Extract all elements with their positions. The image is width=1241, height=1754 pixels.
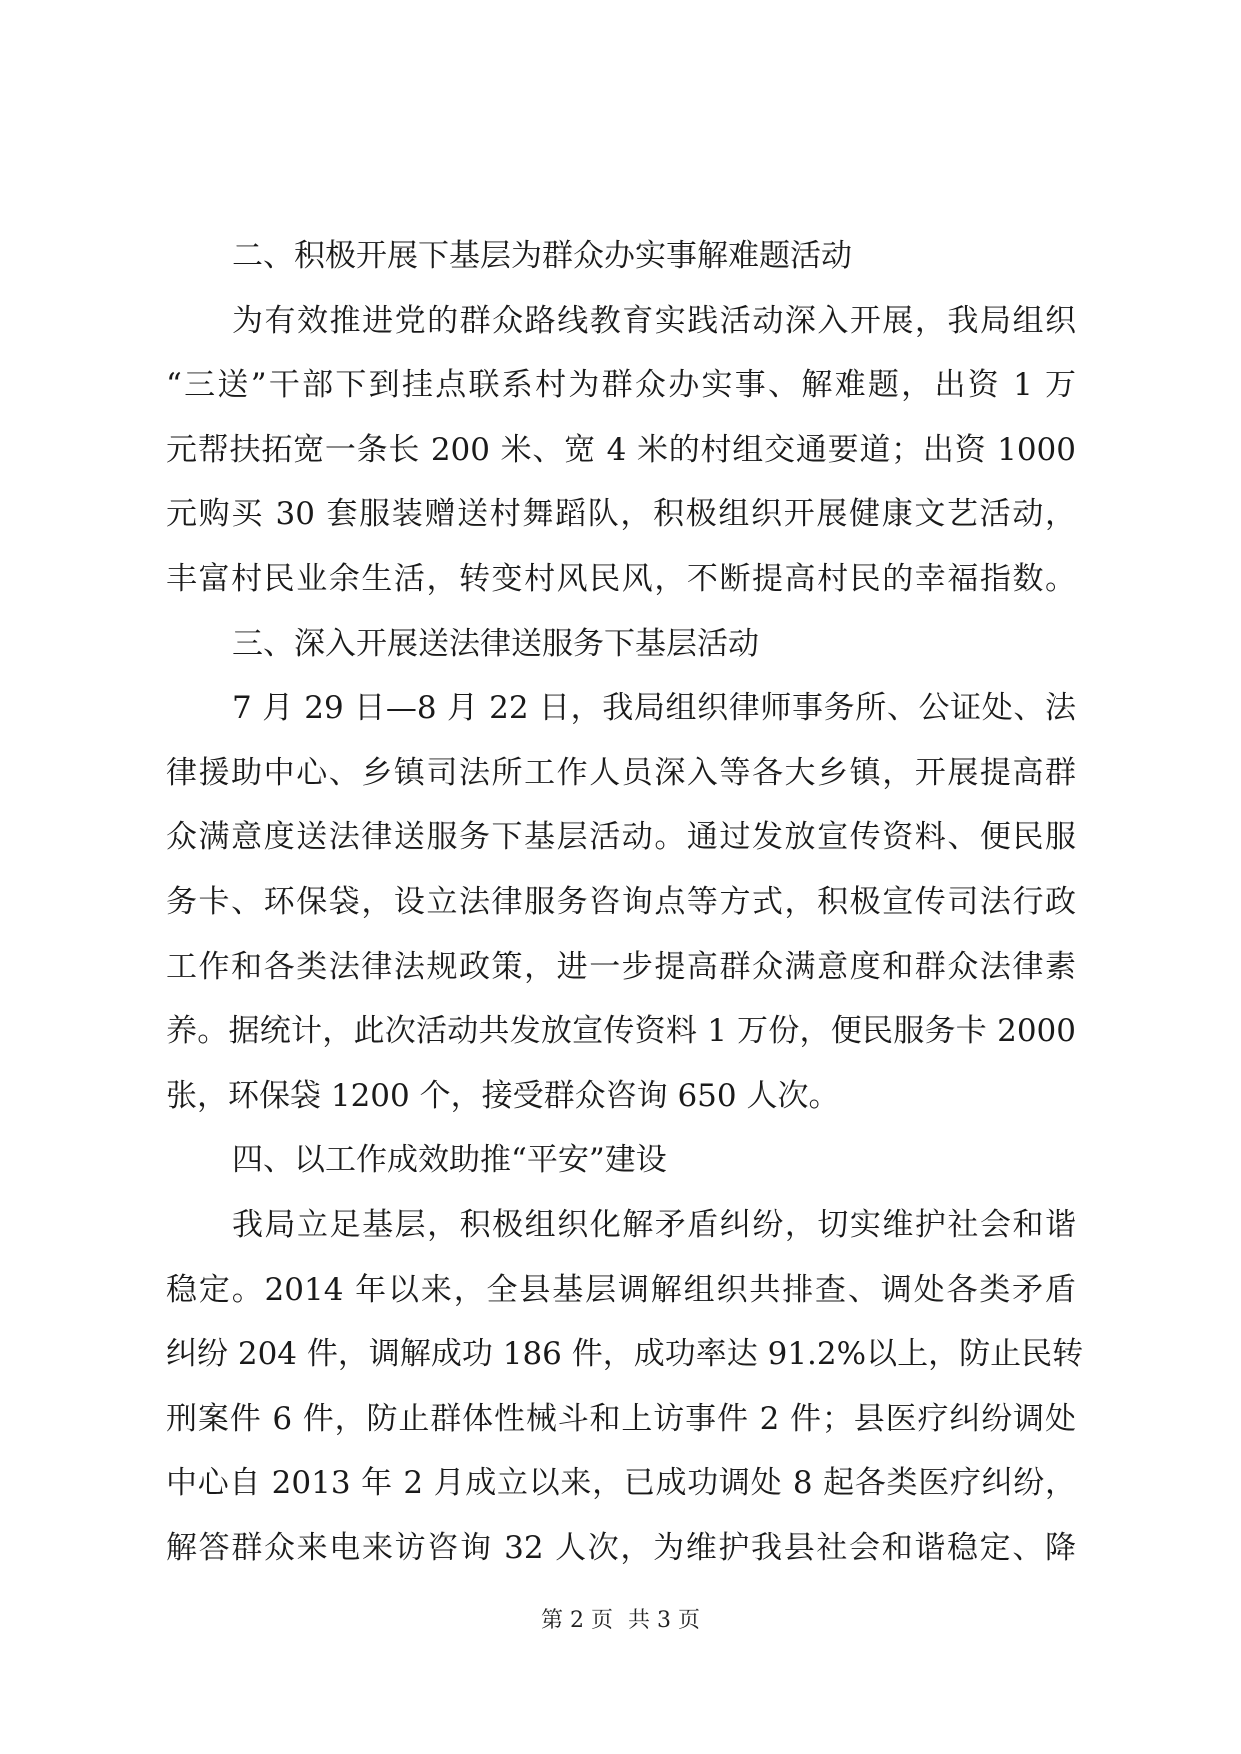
document-body [166, 224, 1084, 1580]
paragraph-line: 刑案件 6 件，防止群体性械斗和上访事件 2 件；县医疗纠纷调处 [166, 1400, 1076, 1437]
paragraph-line: 工作和各类法律法规政策，进一步提高群众满意度和群众法律素 [166, 948, 1076, 985]
paragraph-line: 众满意度送法律送服务下基层活动。通过发放宣传资料、便民服 [166, 819, 1076, 856]
paragraph-line: 稳定。2014 年以来，全县基层调解组织共排查、调处各类矛盾 [166, 1271, 1076, 1308]
paragraph-line: 7 月 29 日—8 月 22 日，我局组织律师事务所、公证处、法 [232, 690, 1076, 727]
section-heading-2: 二、积极开展下基层为群众办实事解难题活动 [232, 238, 852, 274]
page-total: 共 3 页 [628, 1608, 700, 1633]
paragraph-line: 张，环保袋 1200 个，接受群众咨询 650 人次。 [166, 1077, 840, 1114]
paragraph-line: 元购买 30 套服装赠送村舞蹈队，积极组织开展健康文艺活动， [166, 496, 1076, 533]
paragraph-line: 中心自 2013 年 2 月成立以来，已成功调处 8 起各类医疗纠纷， [166, 1465, 1076, 1502]
paragraph-line: 解答群众来电来访咨询 32 人次，为维护我县社会和谐稳定、降 [166, 1529, 1076, 1566]
page-footer [0, 1606, 1241, 1636]
paragraph-line: 元帮扶拓宽一条长 200 米、宽 4 米的村组交通要道；出资 1000 [166, 431, 1076, 468]
section-heading-4: 四、以工作成效助推“平安”建设 [232, 1142, 667, 1179]
paragraph-line: 律援助中心、乡镇司法所工作人员深入等各大乡镇，开展提高群 [166, 754, 1076, 791]
paragraph-line: 丰富村民业余生活，转变村风民风，不断提高村民的幸福指数。 [166, 560, 1076, 597]
paragraph-line: “三送”干部下到挂点联系村为群众办实事、解难题，出资 1 万 [166, 367, 1076, 404]
paragraph-line: 务卡、环保袋，设立法律服务咨询点等方式，积极宣传司法行政 [166, 883, 1076, 920]
paragraph-line: 我局立足基层，积极组织化解矛盾纠纷，切实维护社会和谐 [232, 1206, 1076, 1243]
page-number: 第 2 页 [541, 1608, 613, 1633]
paragraph-line: 养。据统计，此次活动共发放宣传资料 1 万份，便民服务卡 2000 [166, 1013, 1076, 1050]
section-heading-3: 三、深入开展送法律送服务下基层活动 [232, 625, 759, 662]
paragraph-line: 为有效推进党的群众路线教育实践活动深入开展，我局组织 [232, 302, 1076, 339]
paragraph-line: 纠纷 204 件，调解成功 186 件，成功率达 91.2%以上，防止民转 [166, 1336, 1084, 1373]
